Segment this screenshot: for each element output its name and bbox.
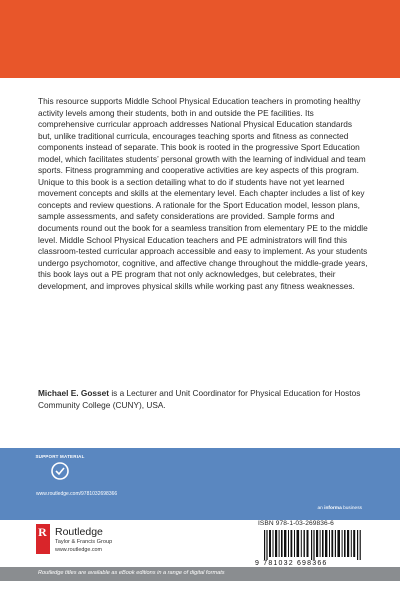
routledge-logo-block [36,524,50,554]
top-color-band [0,0,400,78]
author-bio [38,388,368,411]
routledge-r-icon [37,525,49,537]
ebook-notice-text: Routledge titles are available as eBook editions in a range of digital formats [38,570,225,576]
support-material-label: SUPPORT MATERIAL [35,454,85,459]
support-material-link[interactable]: www.routledge.com/9781032698366 [36,491,118,497]
ebook-notice-band [0,567,400,581]
publisher-group: Taylor & Francis Group [55,539,113,545]
barcode-icon [264,530,362,560]
back-cover-blurb: This resource supports Middle School Physical Education teachers in promoting healthy activity levels among their students, both in and outside the PE facilities. Its comprehensive curricular approach addresses National Physical Education standards but, unlike traditional curricula, encourages teaching sports and fitness as connected components instead of separate. This book is rooted in the progressive Sport Education model, which facilitates students’ personal growth with the learning of individual and team sports. Fitness programming and cooperative activities are key aspects of this program. Unique to this book is a section detailing what to do if students have not yet learned movement concepts and skills at the elementary level. Each chapter includes a list of key concepts and review questions. A rationale for the Sport Education model, lesson plans, sample assessments, and safety considerations are provided. Sample forms and documents round out the book for a seamless transition from elementary PE to the middle level. Middle School Physical Education teachers and PE administrators will find this classroom-tested curricular approach accessible and easy to implement. As your students undergo psychomotor, cognitive, and affective change throughout the middle-grade years, this book lays out a PE program that not only acknowledges, but celebrates, their development, and improves physical skills while working past any fitness weaknesses. [38,96,368,291]
author-description: is a Lecturer and Unit Coordinator for Physical Education for Hostos Community College (CUNY), USA. [38,388,361,410]
author-name: Michael E. Gosset [38,388,110,398]
informa-business-tag: an informa business [317,506,362,511]
barcode-digits: 9 781032 698366 [255,560,328,567]
publisher-name: Routledge [55,526,103,538]
isbn-label: ISBN 978-1-03-269836-6 [258,520,334,527]
publisher-link[interactable]: www.routledge.com [55,547,103,553]
support-material-icon [46,456,74,484]
svg-text:R: R [38,525,47,537]
